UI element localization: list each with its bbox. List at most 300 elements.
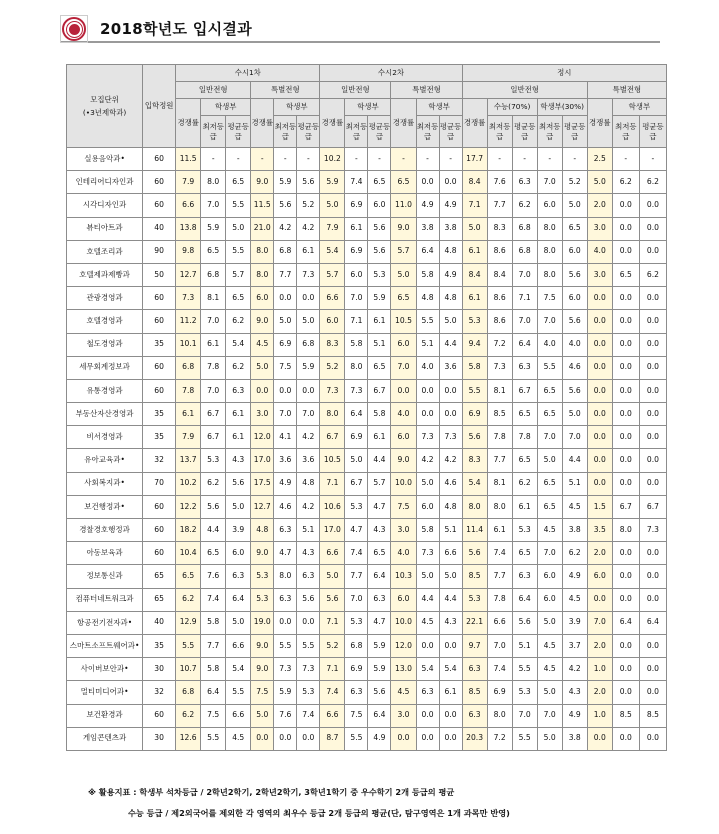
avg-grade-header: 평균등급	[512, 116, 537, 148]
grade-cell: 7.3	[345, 379, 368, 402]
grade-cell: 0.0	[416, 704, 439, 727]
table-row	[67, 240, 667, 263]
rate-cell: 11.5	[251, 194, 274, 217]
grade-cell: 6.0	[537, 565, 562, 588]
grade-cell: 4.9	[274, 472, 297, 495]
grade-cell: 7.0	[512, 310, 537, 333]
dept-name-cell: 실용음악과•	[67, 148, 143, 171]
rate-cell: 5.3	[251, 588, 274, 611]
grade-cell: 4.5	[226, 727, 251, 750]
table-row	[67, 472, 667, 495]
rate-cell: 6.0	[391, 426, 416, 449]
grade-cell: 4.0	[416, 356, 439, 379]
title-bar	[60, 15, 660, 43]
rate-header: 경쟁률	[587, 99, 612, 148]
grade-cell: 0.0	[639, 727, 666, 750]
grade-cell: 5.4	[226, 333, 251, 356]
rate-cell: 0.0	[587, 333, 612, 356]
grade-cell: 4.9	[562, 565, 587, 588]
susi1-header: 수시1차	[176, 65, 320, 82]
grade-cell: 6.5	[562, 217, 587, 240]
grade-cell: 0.0	[639, 333, 666, 356]
grade-cell: 0.0	[639, 310, 666, 333]
grade-cell: 4.8	[439, 495, 462, 518]
grade-cell: 7.8	[512, 426, 537, 449]
dept-name-cell: 유아교육과•	[67, 449, 143, 472]
rate-cell: 6.6	[320, 704, 345, 727]
grade-cell: 4.2	[274, 217, 297, 240]
rate-cell: 7.1	[320, 611, 345, 634]
rate-cell: 17.0	[320, 519, 345, 542]
min-grade-header: 최저등급	[201, 116, 226, 148]
rate-cell: 6.3	[462, 658, 487, 681]
min-grade-header: 최저등급	[487, 116, 512, 148]
rate-cell: 3.0	[391, 704, 416, 727]
grade-cell: 5.5	[226, 194, 251, 217]
rate-cell: 6.0	[391, 588, 416, 611]
grade-cell: 6.3	[345, 681, 368, 704]
grade-cell: 5.6	[368, 681, 391, 704]
quota-cell: 35	[143, 403, 176, 426]
dept-name-cell: 유통경영과	[67, 379, 143, 402]
grade-cell: 6.7	[612, 495, 639, 518]
quota-cell: 70	[143, 472, 176, 495]
rate-cell: 21.0	[251, 217, 274, 240]
grade-cell: 8.0	[612, 519, 639, 542]
grade-cell: 6.2	[226, 310, 251, 333]
quota-cell: 60	[143, 379, 176, 402]
grade-cell: 7.0	[537, 171, 562, 194]
grade-cell: 4.5	[562, 588, 587, 611]
rate-cell: 7.0	[391, 356, 416, 379]
grade-cell: 5.9	[368, 634, 391, 657]
table-row	[67, 449, 667, 472]
grade-cell: 4.3	[226, 449, 251, 472]
rate-cell: 5.0	[320, 194, 345, 217]
rate-cell: 7.9	[320, 217, 345, 240]
table-row	[67, 310, 667, 333]
grade-cell: 7.7	[487, 565, 512, 588]
grade-cell: 5.9	[274, 171, 297, 194]
grade-cell: 7.0	[201, 310, 226, 333]
grade-cell: 7.6	[487, 171, 512, 194]
dept-name-cell: 컴퓨터네트워크과	[67, 588, 143, 611]
grade-cell: 6.0	[562, 287, 587, 310]
dept-name-cell: 경찰경호행정과	[67, 519, 143, 542]
quota-cell: 60	[143, 194, 176, 217]
grade-cell: 5.1	[297, 519, 320, 542]
jeongsi-general-header: 일반전형	[462, 82, 587, 99]
rate-cell: 2.0	[587, 542, 612, 565]
grade-cell: 7.3	[487, 356, 512, 379]
grade-cell: 6.6	[226, 634, 251, 657]
grade-cell: 6.5	[226, 287, 251, 310]
grade-cell: 0.0	[439, 634, 462, 657]
grade-cell: 6.4	[368, 704, 391, 727]
grade-cell: 8.1	[487, 379, 512, 402]
grade-cell: 4.5	[562, 495, 587, 518]
rate-cell: 6.2	[176, 588, 201, 611]
grade-cell: 7.8	[487, 588, 512, 611]
grade-cell: 5.9	[368, 658, 391, 681]
grade-cell: 5.4	[226, 658, 251, 681]
grade-cell: 6.3	[226, 565, 251, 588]
rate-cell: 7.3	[176, 287, 201, 310]
grade-cell: 0.0	[297, 727, 320, 750]
rate-cell: 5.0	[251, 356, 274, 379]
grade-cell: 7.1	[512, 287, 537, 310]
grade-cell: 4.4	[368, 449, 391, 472]
grade-cell: 7.5	[274, 356, 297, 379]
rate-header: 경쟁률	[176, 99, 201, 148]
grade-cell: 7.0	[345, 588, 368, 611]
grade-cell: -	[297, 148, 320, 171]
quota-cell: 50	[143, 263, 176, 286]
rate-cell: 7.4	[320, 681, 345, 704]
table-row	[67, 704, 667, 727]
grade-cell: 6.1	[226, 426, 251, 449]
grade-cell: 7.4	[297, 704, 320, 727]
rate-cell: 5.0	[251, 704, 274, 727]
grade-cell: 4.4	[562, 449, 587, 472]
grade-cell: 6.7	[201, 426, 226, 449]
rate-cell: 5.0	[391, 263, 416, 286]
quota-cell: 35	[143, 634, 176, 657]
rate-cell: 5.9	[320, 171, 345, 194]
grade-cell: 6.9	[487, 681, 512, 704]
rate-cell: 6.8	[176, 681, 201, 704]
grade-cell: 5.1	[439, 519, 462, 542]
rate-cell: 6.6	[320, 542, 345, 565]
grade-cell: 5.3	[368, 263, 391, 286]
grade-cell: 8.0	[537, 240, 562, 263]
grade-cell: -	[416, 148, 439, 171]
grade-cell: 5.7	[226, 263, 251, 286]
grade-cell: 0.0	[639, 542, 666, 565]
grade-cell: 6.2	[201, 472, 226, 495]
grade-cell: 7.7	[274, 263, 297, 286]
rate-cell: 17.7	[462, 148, 487, 171]
rate-cell: 4.5	[251, 333, 274, 356]
dept-name-cell: 인테리어디자인과	[67, 171, 143, 194]
grade-cell: 6.5	[537, 403, 562, 426]
rate-cell: 5.4	[320, 240, 345, 263]
grade-cell: 4.0	[562, 333, 587, 356]
rate-cell: 9.0	[251, 658, 274, 681]
grade-cell: 4.2	[297, 426, 320, 449]
grade-cell: 0.0	[416, 171, 439, 194]
grade-cell: 0.0	[274, 379, 297, 402]
quota-cell: 65	[143, 588, 176, 611]
rate-cell: 9.7	[462, 634, 487, 657]
grade-cell: 5.0	[562, 194, 587, 217]
grade-cell: 7.4	[345, 542, 368, 565]
grade-cell: 5.5	[226, 240, 251, 263]
rate-cell: 6.6	[320, 287, 345, 310]
grade-cell: 4.8	[439, 240, 462, 263]
grade-cell: 8.5	[612, 704, 639, 727]
grade-cell: 0.0	[416, 634, 439, 657]
grade-cell: 4.2	[562, 658, 587, 681]
grade-cell: 4.9	[368, 727, 391, 750]
min-grade-header: 최저등급	[416, 116, 439, 148]
grade-cell: 6.9	[274, 333, 297, 356]
grade-cell: 8.5	[487, 403, 512, 426]
grade-cell: 5.7	[368, 472, 391, 495]
rate-cell: 11.5	[176, 148, 201, 171]
rate-cell: 0.0	[251, 727, 274, 750]
rate-cell: 0.0	[587, 588, 612, 611]
grade-cell: 0.0	[612, 634, 639, 657]
grade-cell: 6.3	[274, 519, 297, 542]
grade-cell: 0.0	[439, 403, 462, 426]
grade-cell: 6.1	[297, 240, 320, 263]
rate-cell: 8.0	[251, 240, 274, 263]
grade-cell: 0.0	[612, 217, 639, 240]
grade-cell: 4.9	[416, 194, 439, 217]
grade-cell: 7.0	[487, 634, 512, 657]
table-row	[67, 658, 667, 681]
quota-cell: 32	[143, 681, 176, 704]
grade-cell: 5.5	[512, 658, 537, 681]
dept-name-cell: 시각디자인과	[67, 194, 143, 217]
grade-cell: 5.8	[416, 263, 439, 286]
rate-cell: 10.4	[176, 542, 201, 565]
grade-cell: 4.5	[537, 658, 562, 681]
rate-cell: 10.2	[320, 148, 345, 171]
grade-cell: 5.5	[226, 681, 251, 704]
rate-cell: 2.0	[587, 634, 612, 657]
grade-cell: 6.7	[345, 472, 368, 495]
rate-cell: 10.5	[320, 449, 345, 472]
avg-grade-header: 평균등급	[639, 116, 666, 148]
dept-name-cell: 게임콘텐츠과	[67, 727, 143, 750]
grade-cell: 0.0	[612, 240, 639, 263]
rate-cell: 8.0	[320, 403, 345, 426]
grade-cell: -	[639, 148, 666, 171]
grade-cell: 7.3	[416, 426, 439, 449]
jeongsi-header: 정시	[462, 65, 666, 82]
grade-cell: 6.5	[368, 356, 391, 379]
table-row	[67, 681, 667, 704]
grade-cell: 7.0	[537, 426, 562, 449]
grade-cell: 6.4	[368, 565, 391, 588]
rate-cell: 6.0	[391, 333, 416, 356]
grade-cell: 0.0	[639, 240, 666, 263]
grade-cell: 3.9	[226, 519, 251, 542]
grade-cell: -	[439, 148, 462, 171]
grade-cell: 5.3	[201, 449, 226, 472]
grade-cell: 6.2	[612, 171, 639, 194]
grade-cell: 4.7	[368, 495, 391, 518]
grade-cell: 6.2	[639, 263, 666, 286]
grade-cell: 5.8	[416, 519, 439, 542]
grade-cell: 6.1	[201, 333, 226, 356]
grade-cell: 7.2	[487, 727, 512, 750]
grade-cell: 6.8	[201, 263, 226, 286]
grade-cell: 6.1	[345, 217, 368, 240]
rate-cell: 7.3	[320, 379, 345, 402]
grade-cell: 4.9	[562, 704, 587, 727]
dept-name-cell: 보건환경과	[67, 704, 143, 727]
grade-cell: 5.8	[201, 611, 226, 634]
rate-cell: 6.0	[251, 287, 274, 310]
rate-cell: 5.3	[462, 310, 487, 333]
quota-cell: 60	[143, 519, 176, 542]
grade-cell: -	[487, 148, 512, 171]
grade-cell: 6.5	[201, 542, 226, 565]
rate-cell: 12.0	[251, 426, 274, 449]
grade-cell: 3.8	[416, 217, 439, 240]
student-record-header: 학생부	[416, 99, 462, 116]
rate-cell: 5.6	[462, 426, 487, 449]
dept-name-cell: 비서경영과	[67, 426, 143, 449]
rate-cell: 8.7	[320, 727, 345, 750]
grade-cell: 7.0	[562, 426, 587, 449]
grade-cell: 6.5	[512, 449, 537, 472]
grade-cell: 0.0	[416, 403, 439, 426]
grade-cell: 7.0	[537, 542, 562, 565]
grade-cell: 0.0	[639, 217, 666, 240]
grade-cell: 6.3	[274, 588, 297, 611]
grade-cell: 0.0	[297, 611, 320, 634]
rate-cell: 9.4	[462, 333, 487, 356]
grade-cell: 4.8	[439, 287, 462, 310]
grade-cell: 5.6	[562, 379, 587, 402]
table-row	[67, 148, 667, 171]
dept-name-cell: 관광경영과	[67, 287, 143, 310]
rate-cell: 0.0	[587, 449, 612, 472]
grade-cell: 8.3	[487, 217, 512, 240]
rate-cell: 0.0	[391, 727, 416, 750]
rate-cell: 11.0	[391, 194, 416, 217]
grade-cell: 3.6	[439, 356, 462, 379]
grade-cell: 0.0	[639, 681, 666, 704]
grade-cell: 8.0	[274, 565, 297, 588]
rate-cell: 5.0	[587, 171, 612, 194]
student-record-header: 학생부	[201, 99, 251, 116]
rate-cell: 9.0	[251, 542, 274, 565]
rate-cell: 7.9	[176, 426, 201, 449]
rate-cell: 0.0	[587, 426, 612, 449]
grade-cell: 5.8	[368, 403, 391, 426]
grade-cell: 5.6	[368, 240, 391, 263]
grade-cell: 0.0	[612, 426, 639, 449]
grade-cell: 0.0	[297, 379, 320, 402]
grade-cell: 5.6	[274, 194, 297, 217]
table-row	[67, 588, 667, 611]
rate-cell: 0.0	[587, 403, 612, 426]
rate-header: 경쟁률	[462, 99, 487, 148]
grade-cell: 5.4	[439, 658, 462, 681]
quota-cell: 30	[143, 727, 176, 750]
avg-grade-header: 평균등급	[368, 116, 391, 148]
rate-cell: 3.5	[587, 519, 612, 542]
grade-cell: 7.3	[639, 519, 666, 542]
grade-cell: 6.1	[368, 426, 391, 449]
grade-cell: 6.0	[562, 240, 587, 263]
table-row	[67, 426, 667, 449]
grade-cell: 4.7	[274, 542, 297, 565]
rate-cell: 6.0	[320, 310, 345, 333]
grade-cell: 0.0	[612, 472, 639, 495]
grade-cell: 5.5	[537, 356, 562, 379]
grade-cell: 3.8	[562, 519, 587, 542]
grade-cell: 6.0	[416, 495, 439, 518]
rate-cell: 0.0	[587, 356, 612, 379]
grade-cell: 4.5	[537, 634, 562, 657]
rate-cell: 1.5	[587, 495, 612, 518]
table-row	[67, 287, 667, 310]
grade-cell: 5.4	[416, 658, 439, 681]
rate-cell: 10.1	[176, 333, 201, 356]
grade-cell: 3.8	[562, 727, 587, 750]
csat-header: 수능(70%)	[487, 99, 537, 116]
grade-cell: 5.0	[226, 611, 251, 634]
grade-cell: 8.5	[639, 704, 666, 727]
rate-cell: 17.5	[251, 472, 274, 495]
grade-cell: 4.4	[439, 588, 462, 611]
dept-name-cell: 호텔경영과	[67, 310, 143, 333]
dept-name-cell: 항공전기전자과•	[67, 611, 143, 634]
grade-cell: 8.0	[537, 217, 562, 240]
rate-cell: 5.5	[462, 379, 487, 402]
grade-cell: 5.0	[537, 727, 562, 750]
rate-cell: 3.0	[391, 519, 416, 542]
grade-cell: 6.1	[512, 495, 537, 518]
dept-name-cell: 보건행정과•	[67, 495, 143, 518]
grade-cell: 5.6	[297, 588, 320, 611]
dept-name-cell: 사회복지과•	[67, 472, 143, 495]
grade-cell: 5.8	[201, 658, 226, 681]
rate-cell: 6.6	[176, 194, 201, 217]
grade-cell: 0.0	[612, 379, 639, 402]
grade-cell: 6.0	[537, 194, 562, 217]
grade-cell: 5.0	[562, 403, 587, 426]
rate-cell: 8.4	[462, 171, 487, 194]
grade-cell: 6.3	[368, 588, 391, 611]
quota-cell: 90	[143, 240, 176, 263]
rate-cell: 5.3	[462, 588, 487, 611]
grade-cell: 0.0	[639, 449, 666, 472]
grade-cell: 6.5	[226, 171, 251, 194]
rate-cell: 6.5	[391, 171, 416, 194]
grade-cell: 4.3	[297, 542, 320, 565]
grade-cell: 5.5	[297, 634, 320, 657]
grade-cell: 5.9	[368, 287, 391, 310]
rate-cell: 0.0	[587, 310, 612, 333]
grade-cell: 5.3	[297, 681, 320, 704]
avg-grade-header: 평균등급	[226, 116, 251, 148]
grade-cell: -	[368, 148, 391, 171]
dept-name-cell: 호텔조리과	[67, 240, 143, 263]
dept-name-cell: 세무회계정보과	[67, 356, 143, 379]
grade-cell: 6.6	[487, 611, 512, 634]
rate-cell: 7.1	[320, 658, 345, 681]
rate-cell: 13.8	[176, 217, 201, 240]
rate-header: 경쟁률	[391, 99, 416, 148]
grade-cell: 4.5	[537, 519, 562, 542]
student-record-30-header: 학생부(30%)	[537, 99, 587, 116]
rate-cell: 5.0	[320, 565, 345, 588]
table-row	[67, 333, 667, 356]
grade-cell: 5.0	[537, 611, 562, 634]
grade-cell: 0.0	[639, 426, 666, 449]
grade-cell: 0.0	[639, 634, 666, 657]
grade-cell: 8.0	[487, 704, 512, 727]
rate-cell: 20.3	[462, 727, 487, 750]
grade-cell: 6.7	[512, 379, 537, 402]
